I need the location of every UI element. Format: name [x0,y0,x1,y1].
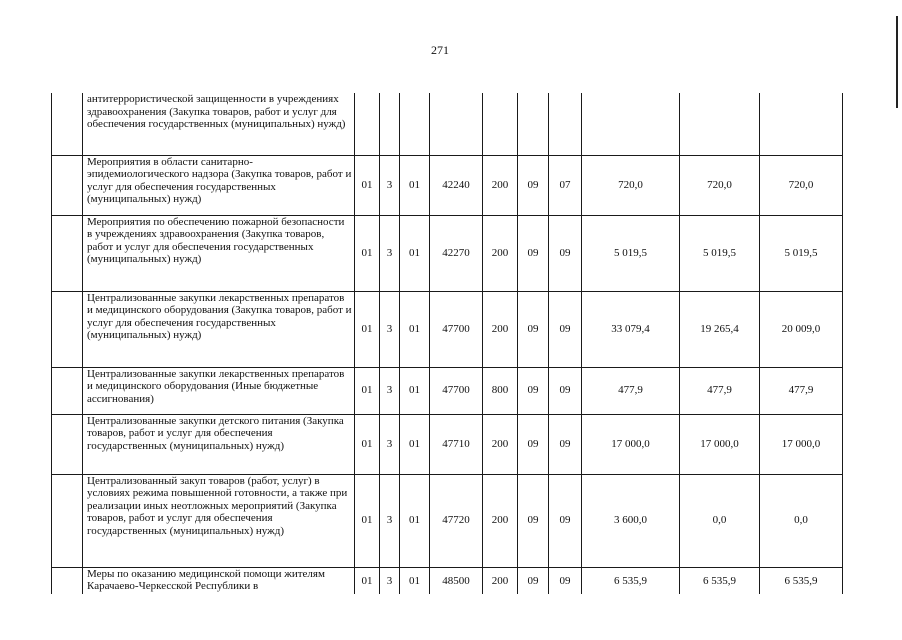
main-event-code-cell [400,93,430,155]
table-row [52,367,843,414]
amount-year2-cell [680,93,760,155]
subsection-cell: 09 [549,367,582,414]
amount-year2-cell: 19 265,4 [680,291,760,367]
amount-year3-cell: 0,0 [760,474,843,567]
expense-type-cell: 200 [483,474,518,567]
description-cell: Централизованный закуп товаров (работ, услуг) в условиях режима повышенной готовности, а также при реализации иных неотложных мероприятий (Закупка товаров, работ и услуг для обеспечения государственных (муниципальных) нужд) [83,474,355,567]
section-cell: 09 [518,291,549,367]
table-row [52,414,843,474]
subsection-cell: 09 [549,414,582,474]
expense-type-cell [483,93,518,155]
section-cell [518,93,549,155]
description-cell: антитеррористической защищенности в учреждениях здравоохранения (Закупка товаров, работ и услуг для обеспечения государственных (муниципальных) нужд) [83,93,355,155]
amount-year1-cell: 477,9 [582,367,680,414]
scan-edge-rule [896,16,898,108]
table-row [52,567,843,594]
description-cell: Централизованные закупки лекарственных препаратов и медицинского оборудования (Иные бюджетные ассигнования) [83,367,355,414]
row-number-cell [52,567,83,594]
row-number-cell [52,414,83,474]
direction-code-cell: 42270 [430,215,483,291]
main-event-code-cell: 01 [400,215,430,291]
amount-year1-cell: 720,0 [582,155,680,215]
subsection-cell: 09 [549,474,582,567]
budget-table [51,93,843,594]
subprogram-code-cell: 3 [380,291,400,367]
subsection-cell: 09 [549,215,582,291]
main-event-code-cell: 01 [400,367,430,414]
main-event-code-cell: 01 [400,291,430,367]
expense-type-cell: 800 [483,367,518,414]
description-cell: Мероприятия в области санитарно-эпидемиологического надзора (Закупка товаров, работ и услуг для обеспечения государственных (муниципальных) нужд) [83,155,355,215]
amount-year1-cell: 3 600,0 [582,474,680,567]
table-row [52,291,843,367]
subsection-cell: 07 [549,155,582,215]
main-event-code-cell: 01 [400,155,430,215]
amount-year3-cell: 20 009,0 [760,291,843,367]
section-cell: 09 [518,567,549,594]
main-event-code-cell: 01 [400,414,430,474]
amount-year3-cell: 6 535,9 [760,567,843,594]
amount-year3-cell [760,93,843,155]
direction-code-cell: 47720 [430,474,483,567]
program-code-cell [355,93,380,155]
amount-year3-cell: 720,0 [760,155,843,215]
expense-type-cell: 200 [483,215,518,291]
amount-year3-cell: 5 019,5 [760,215,843,291]
subprogram-code-cell: 3 [380,567,400,594]
program-code-cell: 01 [355,215,380,291]
subprogram-code-cell: 3 [380,474,400,567]
subprogram-code-cell: 3 [380,215,400,291]
program-code-cell: 01 [355,155,380,215]
row-number-cell [52,474,83,567]
direction-code-cell: 48500 [430,567,483,594]
direction-code-cell: 47710 [430,414,483,474]
table-row [52,474,843,567]
section-cell: 09 [518,474,549,567]
amount-year2-cell: 0,0 [680,474,760,567]
program-code-cell: 01 [355,291,380,367]
amount-year1-cell: 33 079,4 [582,291,680,367]
row-number-cell [52,291,83,367]
amount-year2-cell: 720,0 [680,155,760,215]
expense-type-cell: 200 [483,567,518,594]
direction-code-cell: 42240 [430,155,483,215]
subsection-cell: 09 [549,291,582,367]
direction-code-cell: 47700 [430,291,483,367]
direction-code-cell [430,93,483,155]
amount-year2-cell: 477,9 [680,367,760,414]
section-cell: 09 [518,414,549,474]
table-row [52,93,843,155]
section-cell: 09 [518,215,549,291]
amount-year2-cell: 17 000,0 [680,414,760,474]
program-code-cell: 01 [355,567,380,594]
row-number-cell [52,367,83,414]
program-code-cell: 01 [355,474,380,567]
row-number-cell [52,155,83,215]
description-cell: Централизованные закупки лекарственных препаратов и медицинского оборудования (Закупка товаров, работ и услуг для обеспечения государственных (муниципальных) нужд) [83,291,355,367]
row-number-cell [52,93,83,155]
expense-type-cell: 200 [483,155,518,215]
expense-type-cell: 200 [483,291,518,367]
table-row [52,155,843,215]
row-number-cell [52,215,83,291]
main-event-code-cell: 01 [400,474,430,567]
section-cell: 09 [518,155,549,215]
subsection-cell [549,93,582,155]
subprogram-code-cell: 3 [380,414,400,474]
subprogram-code-cell: 3 [380,367,400,414]
subprogram-code-cell [380,93,400,155]
amount-year2-cell: 6 535,9 [680,567,760,594]
section-cell: 09 [518,367,549,414]
subsection-cell: 09 [549,567,582,594]
amount-year1-cell: 5 019,5 [582,215,680,291]
main-event-code-cell: 01 [400,567,430,594]
description-cell: Меры по оказанию медицинской помощи жителям Карачаево-Черкесской Республики в [83,567,355,594]
direction-code-cell: 47700 [430,367,483,414]
subprogram-code-cell: 3 [380,155,400,215]
amount-year1-cell: 17 000,0 [582,414,680,474]
amount-year1-cell: 6 535,9 [582,567,680,594]
program-code-cell: 01 [355,367,380,414]
page-number: 271 [431,43,449,57]
program-code-cell: 01 [355,414,380,474]
description-cell: Централизованные закупки детского питания (Закупка товаров, работ и услуг для обеспечения государственных (муниципальных) нужд) [83,414,355,474]
amount-year3-cell: 477,9 [760,367,843,414]
table-row [52,215,843,291]
amount-year1-cell [582,93,680,155]
amount-year3-cell: 17 000,0 [760,414,843,474]
description-cell: Мероприятия по обеспечению пожарной безопасности в учреждениях здравоохранения (Закупка товаров, работ и услуг для обеспечения государственных (муниципальных) нужд) [83,215,355,291]
expense-type-cell: 200 [483,414,518,474]
amount-year2-cell: 5 019,5 [680,215,760,291]
